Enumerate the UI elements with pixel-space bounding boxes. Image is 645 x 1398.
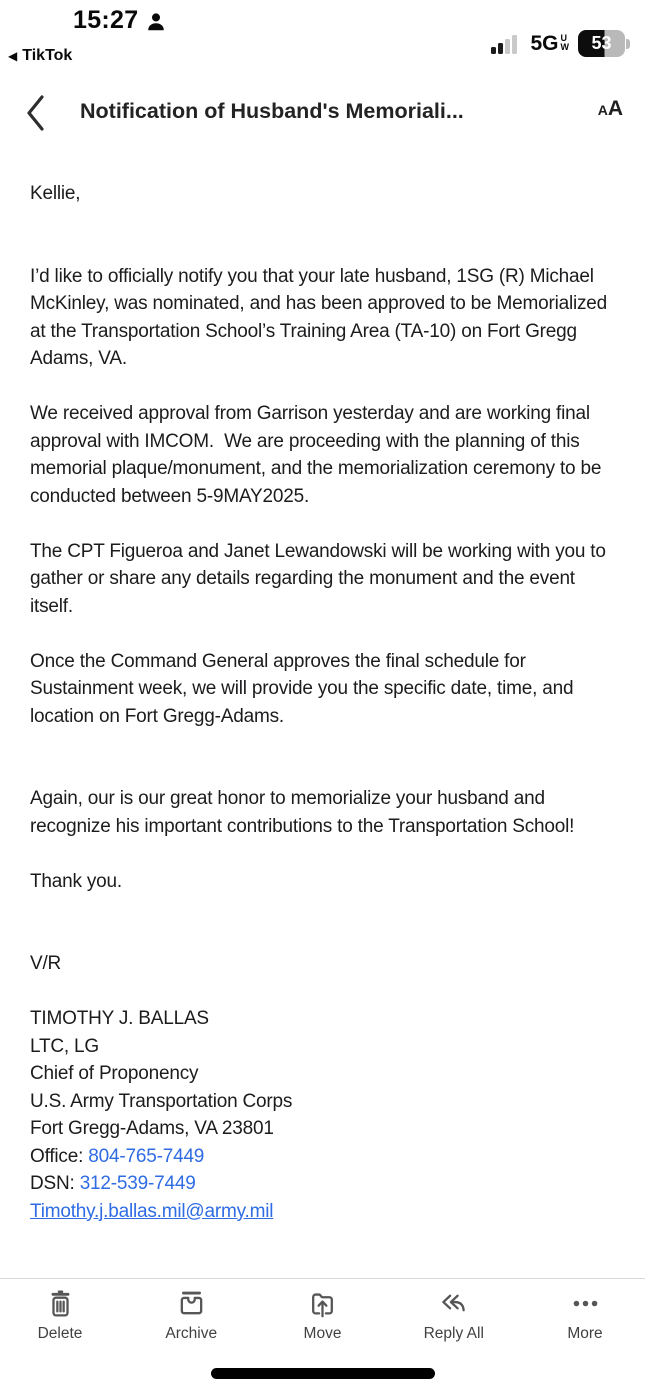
signature-line: LTC, LG [30,1035,99,1057]
delete-button[interactable] [24,1289,96,1343]
text-size-large-a: A [607,97,623,120]
battery-percent: 53 [591,33,612,53]
blank-line [30,620,618,648]
network-uw-label: U W [560,33,569,53]
body-paragraph: Once the Command General approves the final schedule for Sustainment week, we will provide you the specific date, time, and location on Fort Gregg-Adams. [30,650,579,727]
status-indicators [491,30,625,57]
body-paragraph: We received approval from Garrison yesterday and are working final approval with IMCOM. We are proceeding with the planning of this memorial plaque/monument, and the memorialization ceremony to be conducted between 5-9MAY2025. [30,403,607,507]
text-size-small-a: A [597,102,608,118]
signature-label: Office: [30,1145,89,1167]
signature-line [30,1198,618,1226]
signature-line: Fort Gregg-Adams, VA 23801 [30,1118,274,1139]
toolbar-label: Reply All [423,1325,484,1342]
blank-line [30,235,618,263]
back-app-label: TikTok [22,47,73,64]
person-icon [145,11,167,33]
blank-line [30,373,618,401]
phone-link[interactable]: 804-765-7449 [88,1145,205,1167]
blank-line [30,978,618,1006]
blank-line [30,208,618,236]
blank-line [30,758,618,786]
blank-line [30,923,618,951]
status-time-row [73,6,167,35]
more-button[interactable] [549,1289,621,1343]
page-title: Notification of Husband's Memoriali... [80,99,464,123]
trash-icon [46,1289,75,1318]
signature-line [30,1170,618,1198]
blank-line [30,840,618,868]
archive-button[interactable] [155,1289,227,1343]
toolbar-label: Archive [165,1325,218,1342]
move-button[interactable] [287,1289,359,1343]
back-to-app-button[interactable] [8,47,72,65]
move-folder-icon [308,1289,337,1318]
blank-line [30,730,618,758]
cellular-signal-icon [491,33,521,55]
body-paragraph: V/R [30,953,62,974]
network-type [530,33,569,54]
body-paragraph: Thank you. [30,870,122,892]
blank-line [30,510,618,538]
back-triangle-icon: ◀ [8,49,18,63]
signature-line: U.S. Army Transportation Corps [30,1090,293,1112]
more-icon [571,1289,600,1318]
body-paragraph: I’d like to officially notify you that your late husband, 1SG (R) Michael McKinley, was nominated, and has been approved to be Memorialized at the Transportation School’s Training Area (TA-10) on Fort Gregg Adams, VA. [30,265,613,369]
blank-line [30,895,618,923]
network-5g-label: 5G [530,32,559,55]
signature-label: DSN: [30,1173,80,1194]
toolbar-label: Delete [37,1325,83,1342]
battery-icon [578,30,625,57]
body-paragraph: Again, our is our great honor to memorialize your husband and recognize his important contributions to the Transportation School! [30,788,575,837]
toolbar-label: More [567,1325,603,1342]
archive-icon [177,1289,206,1318]
email-link[interactable]: Timothy.j.ballas.mil@army.mil [30,1200,274,1222]
signature-line: TIMOTHY J. BALLAS [30,1008,209,1029]
home-indicator[interactable] [211,1368,435,1379]
email-body [30,180,618,1278]
toolbar-label: Move [303,1325,342,1342]
reply-all-icon [439,1289,468,1318]
body-paragraph: Kellie, [30,183,81,204]
bottom-toolbar [0,1278,645,1398]
text-size-button[interactable] [598,97,623,121]
reply-all-button[interactable] [418,1289,490,1343]
body-paragraph: The CPT Figueroa and Janet Lewandowski will be working with you to gather or share any details regarding the monument and the event itself. [30,540,611,617]
signature-line: Chief of Proponency [30,1063,199,1084]
back-button[interactable] [24,94,48,132]
phone-link[interactable]: 312-539-7449 [79,1173,196,1194]
signature-line [30,1143,618,1171]
clock-time: 15:27 [73,6,139,34]
